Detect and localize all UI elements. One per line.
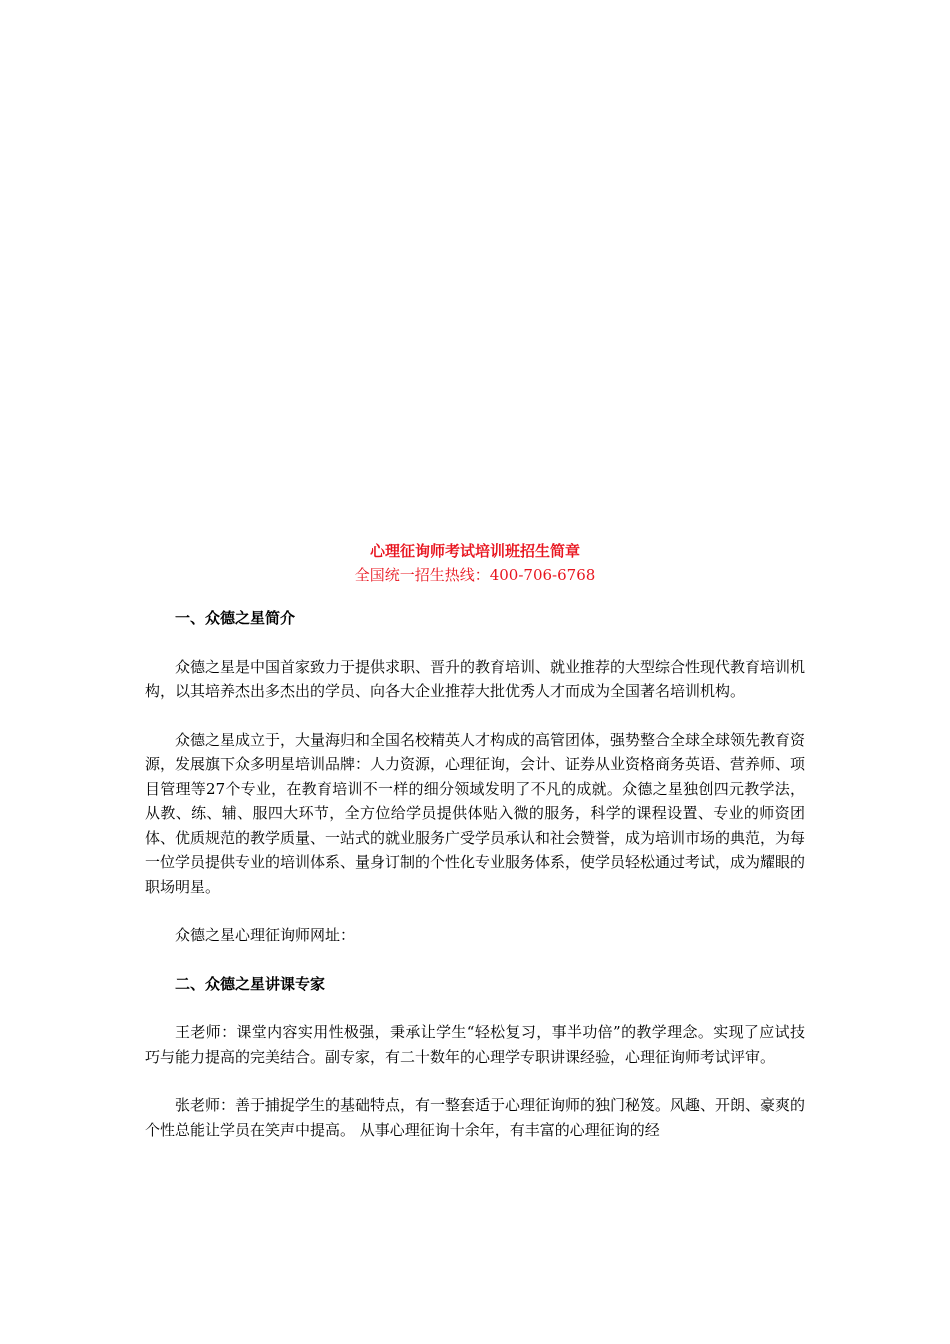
section-heading-intro: 一、众德之星简介 bbox=[175, 609, 296, 627]
paragraph: 王老师：课堂内容实用性极强，秉承让学生“轻松复习，事半功倍”的教学理念。实现了应试技巧与能力提高的完美结合。副专家，有二十数年的心理学专职讲课经验，心理征询师考试评审。 bbox=[145, 1023, 805, 1066]
paragraph: 众德之星成立于，大量海归和全国名校精英人才构成的高管团体，强势整合全球全球领先教育资源，发展旗下众多明星培训品牌：人力资源，心理征询，会计、证券从业资格商务英语、营养师、项目管理等27个专业，在教育培训不一样的细分领域发明了不凡的成就。众德之星独创四元教学法，从教、练、辅、服四大环节，全方位给学员提供体贴入微的服务，科学的课程设置、专业的师资团体、优质规范的教学质量、一站式的就业服务广受学员承认和社会赞誉，成为培训市场的典范，为每一位学员提供专业的培训体系、量身订制的个性化专业服务体系，使学员轻松通过考试，成为耀眼的职场明星。 bbox=[145, 730, 806, 896]
paragraph: 众德之星心理征询师网址： bbox=[175, 926, 356, 944]
hotline-text: 全国统一招生热线：400-706-6768 bbox=[354, 566, 596, 584]
paragraph: 张老师：善于捕捉学生的基础特点，有一整套适于心理征询师的独门秘笈。风趣、开朗、豪爽的个性总能让学员在笑声中提高。 从事心理征询十余年，有丰富的心理征询的经 bbox=[145, 1096, 806, 1139]
document-body bbox=[145, 606, 805, 1142]
section-heading-experts: 二、众德之星讲课专家 bbox=[175, 974, 326, 993]
page-title: 心理征询师考试培训班招生简章 bbox=[369, 542, 580, 560]
paragraph: 众德之星是中国首家致力于提供求职、晋升的教育培训、就业推荐的大型综合性现代教育培训机构，以其培养杰出多杰出的学员、向各大企业推荐大批优秀人才而成为全国著名培训机构。 bbox=[145, 657, 806, 700]
document-header bbox=[0, 540, 950, 586]
